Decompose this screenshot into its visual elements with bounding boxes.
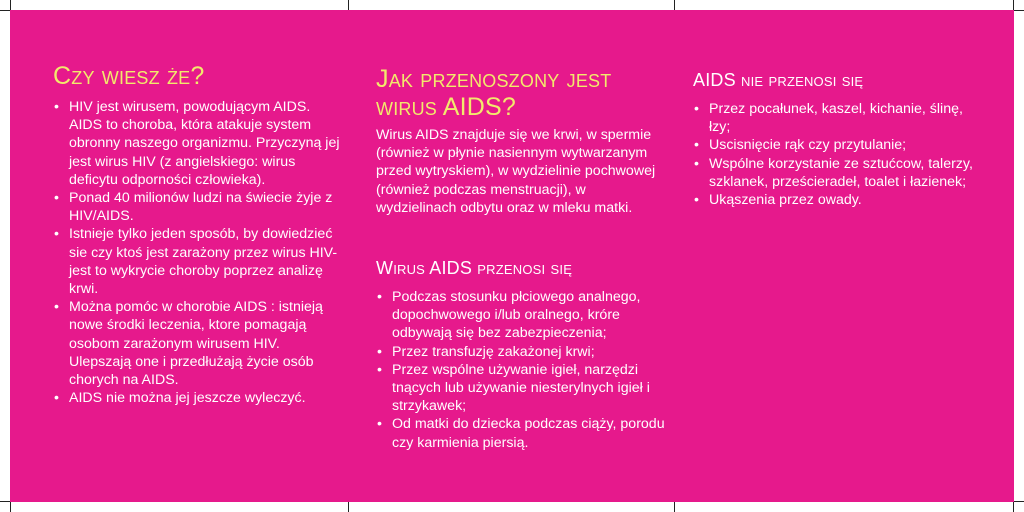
crop-mark — [1014, 501, 1024, 502]
list-item: • Przez pocałunek, kaszel, kichanie, ślinę, łzy; — [693, 100, 978, 136]
crop-mark — [0, 501, 10, 502]
subheading-transmitted-by: Wirus AIDS przenosi się — [376, 258, 573, 278]
facts-list — [53, 98, 345, 407]
list-item: • Przez wspólne używanie igieł, narzędzi tnących lub używanie niesterylnych igieł i strzykawek; — [376, 361, 666, 416]
list-item: • Ponad 40 milionów ludzi na świecie żyje z HIV/AIDS. — [53, 189, 345, 225]
list-item: • Wspólne korzystanie ze sztućcow, talerzy, szklanek, prześcieradeł, toalet i łazienek; — [693, 155, 978, 191]
list-item: • Podczas stosunku płciowego analnego, dopochwowego i/lub oralnego, króre odbywają się bez zabezpieczenia; — [376, 288, 666, 343]
list-item: • Ukąszenia przez owady. — [693, 191, 978, 209]
list-item: • Istnieje tylko jeden sposób, by dowiedzieć sie czy ktoś jest zarażony przez wirus HIV-jest to wykrycie choroby poprzez analizę krwi. — [53, 225, 345, 298]
fold-mark — [674, 502, 675, 512]
not-transmitted-list — [693, 100, 978, 209]
crop-mark — [10, 0, 11, 10]
fold-mark — [348, 0, 349, 10]
fold-mark — [348, 502, 349, 512]
list-item: • AIDS nie można jej jeszcze wyleczyć. — [53, 389, 345, 407]
list-item: • Od matki do dziecka podczas ciąży, porodu czy karmienia piersią. — [376, 415, 666, 451]
leaflet-panel — [10, 10, 1014, 502]
fold-mark — [674, 0, 675, 10]
heading-how-transmitted: Jak przenoszony jest wirus AIDS? — [376, 65, 612, 121]
crop-mark — [1013, 0, 1014, 10]
crop-mark — [1014, 10, 1024, 11]
transmission-paragraph: Wirus AIDS znajduje się we krwi, w spermie (również w płynie nasiennym wytwarzanym przed wytryskiem), w wydzielinie pochwowej (również podczas menstruacji), w wydzielinach odbytu oraz w mleku matki. — [376, 127, 656, 216]
heading-did-you-know: Czy wiesz że? — [53, 62, 205, 90]
crop-mark — [10, 502, 11, 512]
list-item: • Można pomóc w chorobie AIDS : istnieją nowe środki leczenia, ktore pomagają osobom zarażonym wirusem HIV. Ulepszają one i przedłużają życie osób chorych na AIDS. — [53, 298, 345, 389]
list-item: • Uscisnięcie rąk czy przytulanie; — [693, 136, 978, 154]
list-item: • HIV jest wirusem, powodującym AIDS. AIDS to choroba, która atakuje system obronny naszego organizmu. Przyczyną jej jest wirus HIV (z angielskiego: wirus deficytu odporności człowieka). — [53, 98, 345, 189]
list-item: • Przez transfuzję zakażonej krwi; — [376, 343, 666, 361]
crop-mark — [1013, 502, 1014, 512]
crop-mark — [0, 10, 10, 11]
heading-not-transmitted: AIDS nie przenosi się — [693, 70, 864, 90]
transmission-list — [376, 288, 666, 452]
